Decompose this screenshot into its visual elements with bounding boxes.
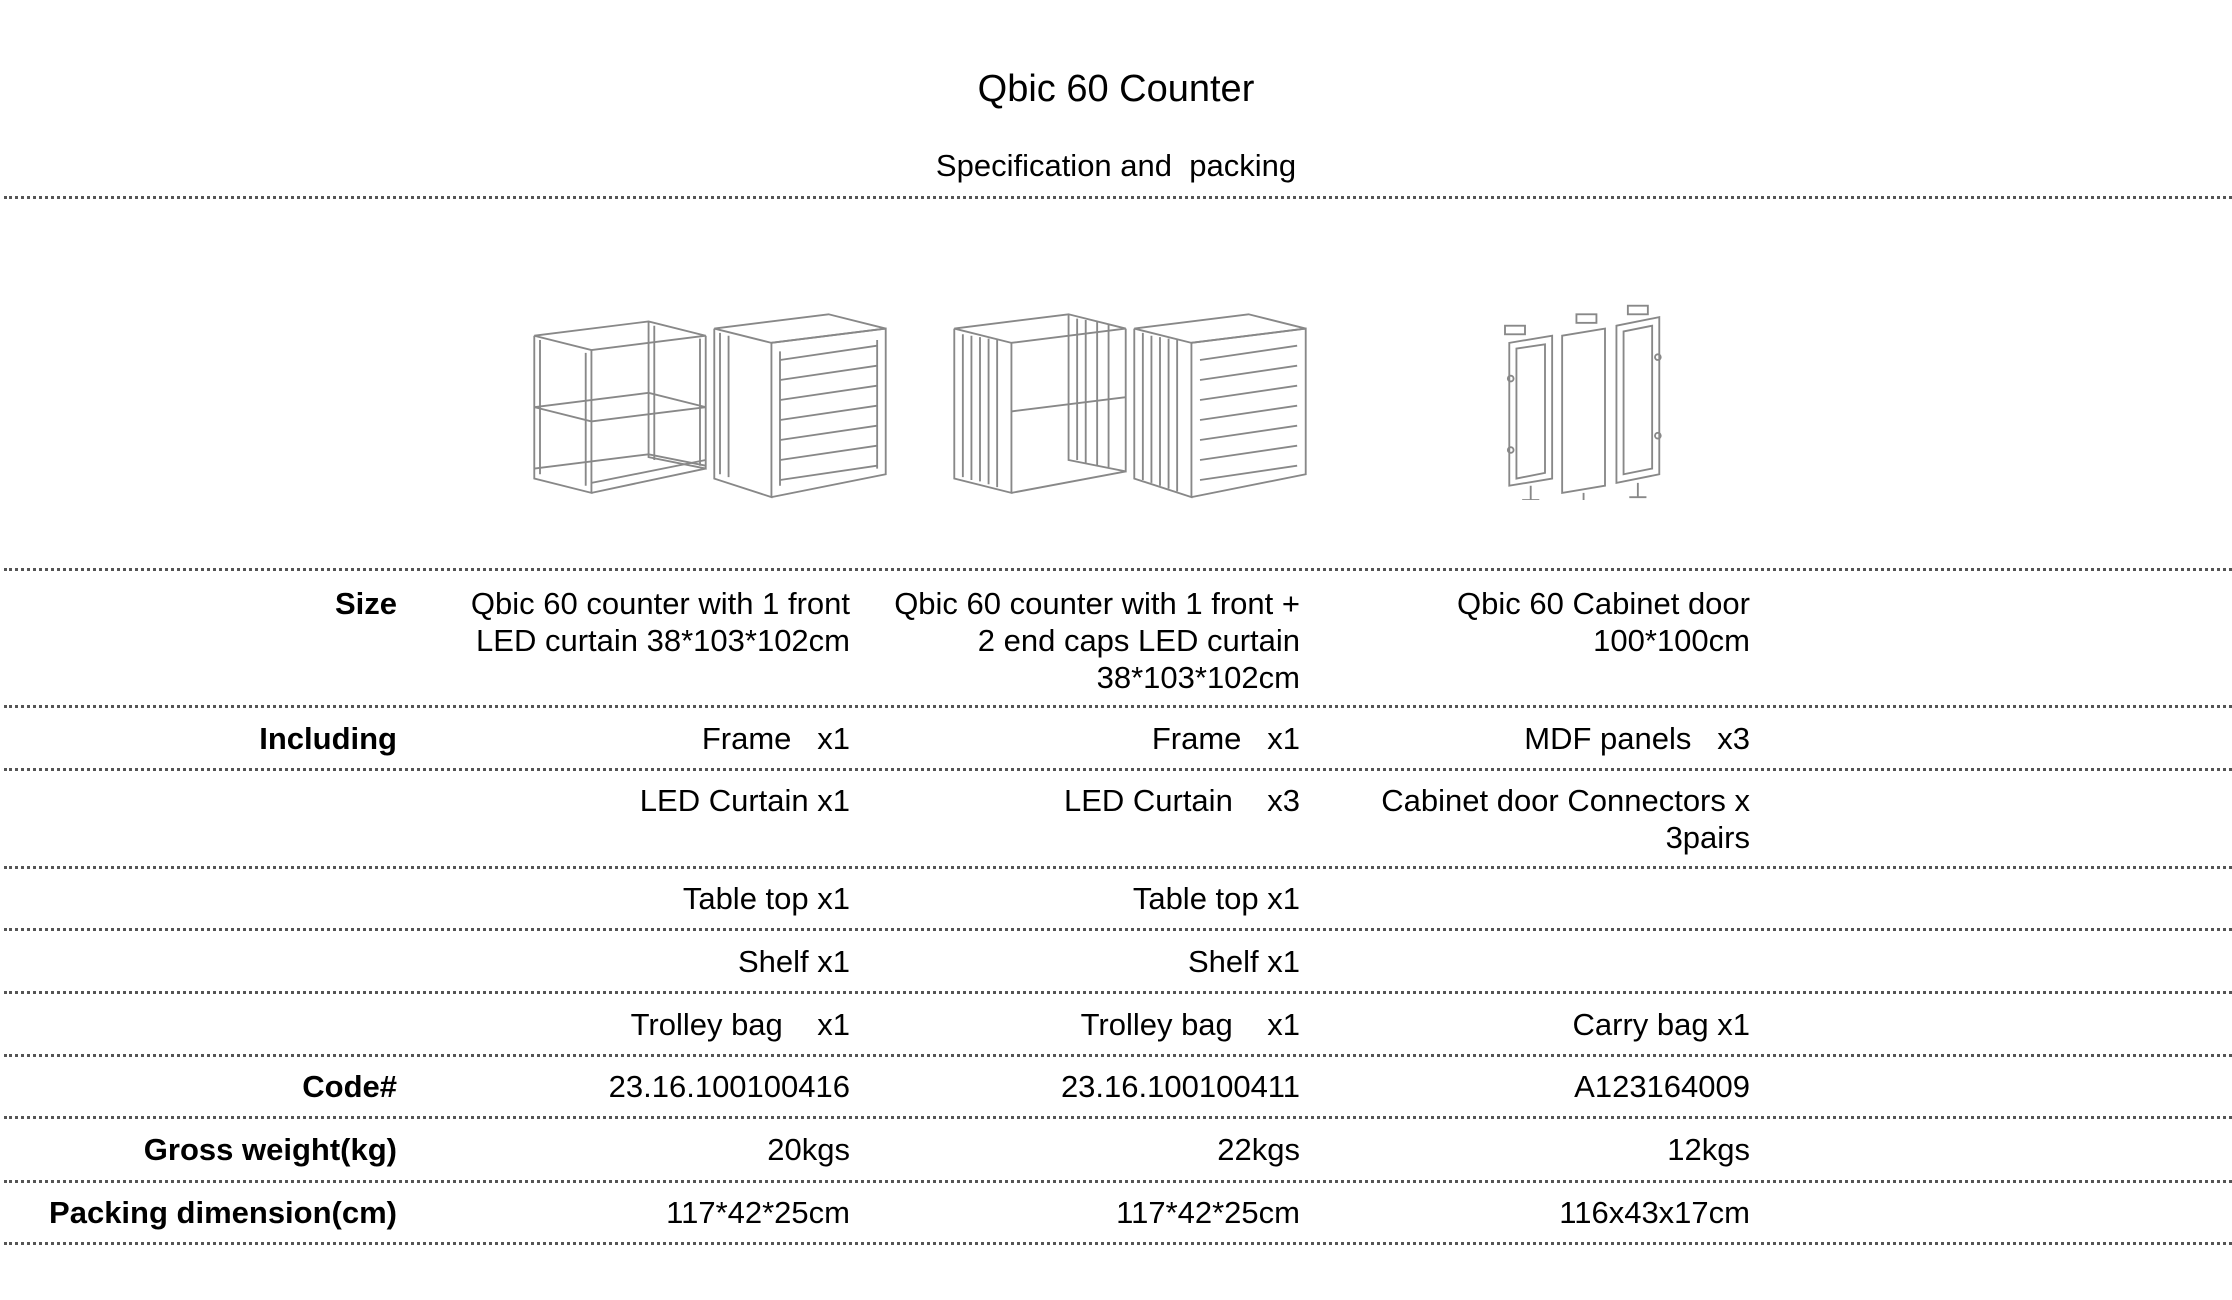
spec-value: Carry bag x1: [1572, 1007, 1750, 1042]
counter-front-curtain-endcaps-illustration: [1100, 300, 1340, 500]
spec-value: 23.16.100100416: [608, 1069, 850, 1104]
divider: [4, 866, 2232, 869]
spec-value: Qbic 60 counter with 1 front + 2 end caps LED curtain 38*103*102cm: [894, 586, 1309, 695]
spec-value: Trolley bag x1: [630, 1007, 850, 1042]
spec-value: LED Curtain x3: [1063, 783, 1300, 818]
spec-value: 12kgs: [1667, 1132, 1750, 1167]
row-label: Size: [334, 586, 397, 621]
page-subtitle: Specification and packing: [935, 148, 1297, 183]
spec-value: A123164009: [1574, 1069, 1750, 1104]
spec-value: Shelf x1: [737, 944, 850, 979]
divider: [4, 196, 2232, 199]
spec-value: Cabinet door Connectors x 3pairs: [1381, 783, 1759, 855]
spec-value: MDF panels x3: [1524, 721, 1750, 756]
counter-front-curtain-illustration: [680, 300, 920, 500]
divider: [4, 568, 2232, 571]
divider: [4, 705, 2232, 708]
spec-value: Qbic 60 counter with 1 front LED curtain 38*103*102cm: [470, 586, 859, 658]
row-label: Including: [259, 721, 397, 756]
cabinet-door-panels-illustration: [1480, 300, 1710, 500]
spec-value: Qbic 60 Cabinet door 100*100cm: [1457, 586, 1759, 658]
page-title: Qbic 60 Counter: [977, 68, 1255, 110]
spec-value: 20kgs: [767, 1132, 850, 1167]
spec-value: Frame x1: [701, 721, 850, 756]
divider: [4, 928, 2232, 931]
spec-value: 116x43x17cm: [1559, 1195, 1750, 1230]
spec-value: 23.16.100100411: [1060, 1069, 1300, 1104]
spec-value: Table top x1: [1132, 881, 1300, 916]
divider: [4, 1242, 2232, 1245]
spec-value: 117*42*25cm: [666, 1195, 850, 1230]
row-label: Packing dimension(cm): [49, 1195, 397, 1230]
spec-value: 117*42*25cm: [1116, 1195, 1300, 1230]
spec-value: LED Curtain x1: [639, 783, 850, 818]
row-label: Code#: [302, 1069, 397, 1104]
divider: [4, 768, 2232, 771]
spec-value: Trolley bag x1: [1080, 1007, 1300, 1042]
divider: [4, 1180, 2232, 1183]
spec-value: Table top x1: [682, 881, 850, 916]
divider: [4, 991, 2232, 994]
spec-value: Shelf x1: [1187, 944, 1300, 979]
spec-value: Frame x1: [1151, 721, 1300, 756]
row-label: Gross weight(kg): [143, 1132, 397, 1167]
divider: [4, 1054, 2232, 1057]
divider: [4, 1116, 2232, 1119]
spec-value: 22kgs: [1217, 1132, 1300, 1167]
